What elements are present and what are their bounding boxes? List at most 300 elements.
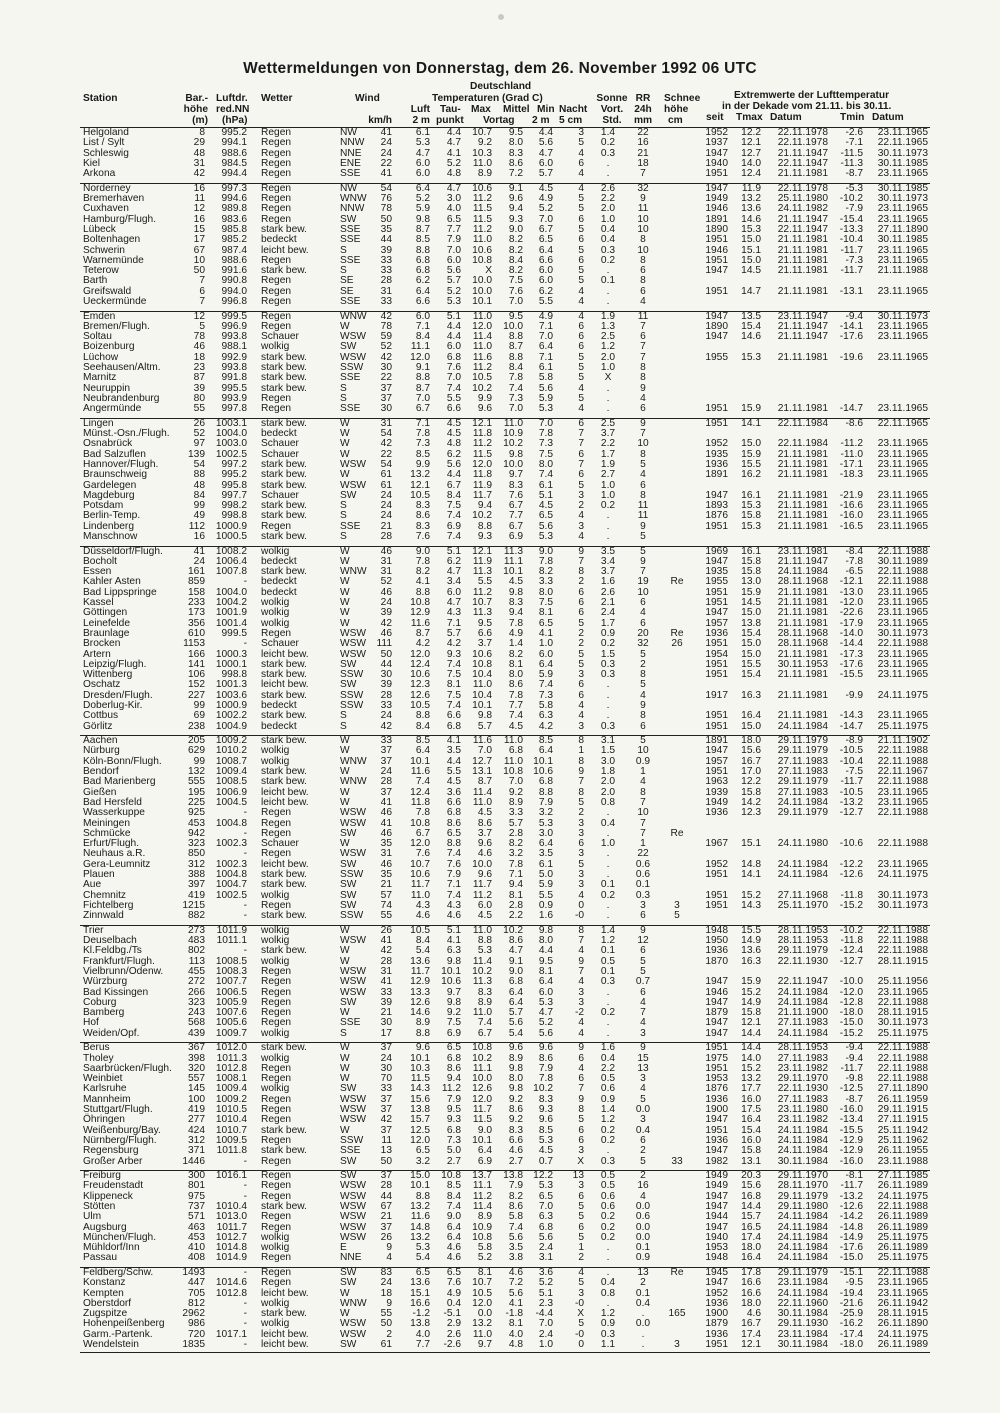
cell-barhoehe: 483 xyxy=(188,935,205,946)
cell-luft: 12.9 xyxy=(410,976,430,988)
cell-max: 10.6 xyxy=(472,244,492,256)
cell-tmax: 12.3 xyxy=(741,807,761,819)
cell-nacht: 6 xyxy=(578,838,584,850)
cell-windrichtung: SE xyxy=(340,275,354,287)
cell-mittel: 2.2 xyxy=(508,910,523,922)
cell-datum-min: 24.11.1975 xyxy=(877,1328,928,1340)
cell-rr: 4 xyxy=(640,996,646,1008)
cell-taupunkt: 7.7 xyxy=(446,223,461,235)
cell-windrichtung: W xyxy=(340,438,350,450)
cell-mittel: 7.0 xyxy=(508,296,523,307)
cell-windrichtung: NNE xyxy=(340,147,362,159)
cell-wetter: Schauer xyxy=(261,438,299,450)
cell-wetter: leicht bew. xyxy=(261,1328,309,1340)
cell-windstaerke: 50 xyxy=(380,1318,392,1330)
cell-luftdruck: 1009.4 xyxy=(215,766,247,777)
cell-rr: 9 xyxy=(640,924,646,936)
cell-datum-max: 24.11.1984 xyxy=(777,1134,828,1146)
cell-seit: 1955 xyxy=(705,351,728,363)
cell-wetter: stark bew. xyxy=(261,510,307,522)
cell-datum-min: 23.11.1965 xyxy=(877,500,928,512)
cell-mittel: 8.4 xyxy=(508,254,523,266)
cell-seit: 1936 xyxy=(705,1134,728,1146)
cell-seit: 1951 xyxy=(705,889,728,901)
cell-datum-max: 21.11.1981 xyxy=(777,285,828,297)
cell-taupunkt: 6.4 xyxy=(446,1221,461,1233)
cell-rr: 1 xyxy=(640,838,646,850)
cell-rr: 16 xyxy=(637,137,649,149)
cell-tmin: -17.9 xyxy=(839,617,863,629)
cell-datum-max: 29.11.1979 xyxy=(777,945,828,957)
cell-taupunkt: 7.0 xyxy=(446,244,461,256)
cell-mittel: 8.7 xyxy=(508,341,523,353)
cell-nacht: 5 xyxy=(578,1114,584,1126)
cell-sonne: 0.5 xyxy=(600,1073,616,1085)
cell-datum-min: 30.11.1973 xyxy=(877,310,928,322)
cell-nacht: 9 xyxy=(578,955,584,967)
cell-sonne: 1.0 xyxy=(600,479,616,491)
cell-min: 5.3 xyxy=(538,531,553,542)
cell-datum-min: 23.11.1965 xyxy=(877,331,928,343)
cell-nacht: -0 xyxy=(574,1328,584,1340)
cell-taupunkt: 7.5 xyxy=(446,689,461,701)
cell-nacht: 6 xyxy=(578,1073,584,1085)
cell-tmax: 15.5 xyxy=(741,458,761,470)
cell-windrichtung: WSW xyxy=(340,1200,367,1212)
cell-windstaerke: 78 xyxy=(380,320,392,332)
cell-windstaerke: 28 xyxy=(380,1180,392,1192)
cell-barhoehe: 882 xyxy=(188,910,205,922)
cell-luft: 10.3 xyxy=(410,1062,430,1074)
cell-taupunkt: 5.3 xyxy=(446,296,461,307)
cell-min: 5.3 xyxy=(538,403,553,415)
cell-barhoehe: 277 xyxy=(188,1114,205,1126)
cell-datum-min: 30.11.1989 xyxy=(877,555,928,567)
cell-datum-max: 21.11.1947 xyxy=(777,555,828,567)
cell-luft: 8.4 xyxy=(415,935,430,946)
cell-max: 10.2 xyxy=(472,1052,492,1064)
cell-schnee: 33 xyxy=(671,1155,683,1167)
cell-station: Klippeneck xyxy=(83,1190,133,1202)
cell-datum-max: 28.11.1968 xyxy=(777,576,828,588)
cell-nacht: 5 xyxy=(578,617,584,629)
cell-seit: 1947 xyxy=(705,555,728,567)
cell-rr: 9 xyxy=(640,417,646,429)
cell-sonne: 0.2 xyxy=(600,1007,616,1019)
cell-taupunkt: 6.2 xyxy=(446,555,461,567)
cell-nacht: 6 xyxy=(578,157,584,169)
cell-station: Trier xyxy=(83,924,104,936)
cell-luft: 8.8 xyxy=(415,710,430,722)
cell-datum-max: 22.11.1930 xyxy=(777,1083,828,1095)
cell-mittel: 7.9 xyxy=(508,1180,523,1192)
cell-wetter: wolkig xyxy=(261,1052,290,1064)
cell-windrichtung: WNW xyxy=(340,1297,367,1309)
cell-luft: 8.8 xyxy=(415,372,430,384)
cell-luft: 7.4 xyxy=(415,776,430,788)
cell-datum-min: 28.11.1915 xyxy=(877,1007,928,1019)
cell-seit: 1951 xyxy=(705,710,728,722)
header-wind: Wind xyxy=(355,93,380,104)
header-nacht-5cm: 5 cm xyxy=(559,115,583,126)
cell-tmin: -8.1 xyxy=(845,1170,863,1181)
cell-sonne: 3.4 xyxy=(600,555,616,567)
cell-windstaerke: 37 xyxy=(380,1093,392,1105)
cell-datum-max: 24.11.1984 xyxy=(777,869,828,880)
cell-station: Weinbiet xyxy=(83,1073,123,1085)
cell-barhoehe: 419 xyxy=(188,889,205,901)
cell-nacht: 6 xyxy=(578,1052,584,1064)
cell-tmax: 18.0 xyxy=(741,1297,761,1309)
cell-nacht: 3 xyxy=(578,996,584,1008)
cell-sonne: 0.2 xyxy=(600,254,616,266)
cell-max: 11.2 xyxy=(472,889,492,901)
cell-max: 11.3 xyxy=(472,566,492,578)
cell-datum-max: 24.11.1984 xyxy=(777,1027,828,1039)
cell-luft: 13.6 xyxy=(410,1277,430,1289)
cell-barhoehe: 925 xyxy=(188,807,205,819)
header-nacht: Nacht xyxy=(559,104,588,115)
cell-seit: 1957 xyxy=(705,755,728,767)
cell-rr: 0.4 xyxy=(635,1297,651,1309)
cell-station: Magdeburg xyxy=(83,489,135,501)
cell-station: Soltau xyxy=(83,331,112,343)
cell-max: 11.2 xyxy=(472,438,492,450)
cell-windstaerke: 33 xyxy=(380,986,392,998)
cell-windstaerke: 52 xyxy=(380,576,392,588)
cell-datum-max: 24.11.1984 xyxy=(777,1231,828,1243)
cell-taupunkt: 9.0 xyxy=(446,1211,461,1223)
cell-windstaerke: 24 xyxy=(380,1052,392,1064)
cell-tmin: -7.3 xyxy=(845,254,863,266)
cell-station: Bremerhaven xyxy=(83,193,145,204)
cell-wetter: Regen xyxy=(261,147,292,159)
cell-wetter: Regen xyxy=(261,403,292,415)
cell-max: 11.0 xyxy=(472,310,492,322)
cell-max: 11.4 xyxy=(472,955,492,967)
cell-windstaerke: 13 xyxy=(380,1145,392,1157)
cell-nacht: 3 xyxy=(578,127,584,138)
cell-sonne: 2.5 xyxy=(600,331,616,343)
cell-tmin: -12.9 xyxy=(839,1134,863,1146)
cell-sonne: 2.0 xyxy=(600,786,616,798)
cell-windstaerke: 4 xyxy=(386,1252,392,1264)
table-row xyxy=(0,1340,1000,1350)
cell-luftdruck: 998.8 xyxy=(221,510,247,522)
cell-tmin: -10.5 xyxy=(839,786,863,798)
header-luftdruck-3: (hPa) xyxy=(222,115,248,126)
cell-sonne: 0.1 xyxy=(600,965,616,977)
cell-rr: 4 xyxy=(640,1190,646,1202)
cell-taupunkt: 7.1 xyxy=(446,879,461,891)
cell-windstaerke: 41 xyxy=(380,935,392,946)
cell-taupunkt: 4.4 xyxy=(446,320,461,332)
cell-tmin: -14.0 xyxy=(839,627,863,639)
cell-seit: 1951 xyxy=(705,766,728,777)
cell-station: Barth xyxy=(83,275,108,287)
cell-luft: 8.8 xyxy=(415,586,430,598)
cell-luft: 10.7 xyxy=(410,858,430,870)
cell-datum-max: 22.11.1978 xyxy=(777,127,828,138)
cell-luftdruck: - xyxy=(243,1318,247,1330)
cell-station: Lübeck xyxy=(83,223,116,235)
cell-mittel: 6.4 xyxy=(508,986,523,998)
cell-min: 3.2 xyxy=(538,807,553,819)
cell-luftdruck: 1007.6 xyxy=(215,1007,247,1019)
cell-nacht: 9 xyxy=(578,766,584,777)
cell-sonne: . xyxy=(606,296,610,307)
cell-seit: 1951 xyxy=(705,1124,728,1136)
cell-sonne: 0.3 xyxy=(600,976,616,988)
cell-mittel: 8.0 xyxy=(508,137,523,149)
cell-barhoehe: 312 xyxy=(188,1134,205,1146)
cell-tmin: -11.2 xyxy=(840,438,863,450)
cell-rr: 7 xyxy=(640,341,646,353)
cell-taupunkt: 5.1 xyxy=(446,310,461,322)
cell-windstaerke: 28 xyxy=(380,776,392,788)
cell-datum-max: 23.11.1984 xyxy=(777,1328,828,1340)
header-schnee-hoehe: höhe xyxy=(664,104,689,115)
cell-luftdruck: 1004.9 xyxy=(215,720,247,732)
cell-tmax: 15.8 xyxy=(741,1145,761,1157)
cell-tmax: 16.6 xyxy=(741,1277,761,1289)
header-schnee: Schnee xyxy=(664,93,701,104)
header-datum-max: Datum xyxy=(770,112,802,123)
cell-schnee: 3 xyxy=(674,899,680,911)
cell-mittel: 11.3 xyxy=(503,545,523,557)
cell-wetter: Regen xyxy=(261,1073,292,1085)
cell-luft: 7.3 xyxy=(415,438,430,450)
cell-datum-max: 30.11.1984 xyxy=(777,1339,828,1350)
cell-mittel: 10.0 xyxy=(503,458,523,470)
cell-rr: 10 xyxy=(637,223,649,235)
cell-sonne: 0.3 xyxy=(600,1328,616,1340)
cell-nacht: 7 xyxy=(578,555,584,567)
cell-windstaerke: 54 xyxy=(380,458,392,470)
cell-mittel: 4.8 xyxy=(508,1339,523,1350)
cell-datum-min: 29.11.1915 xyxy=(877,1104,928,1115)
cell-datum-max: 27.11.1983 xyxy=(777,1052,828,1064)
cell-rr: 6 xyxy=(640,285,646,297)
cell-windstaerke: 24 xyxy=(380,766,392,777)
cell-luftdruck: 1005.6 xyxy=(215,1017,247,1029)
cell-tmin: -12.1 xyxy=(839,576,863,588)
cell-windrichtung: SSW xyxy=(340,869,364,880)
cell-wetter: bedeckt xyxy=(261,428,297,439)
cell-nacht: 2 xyxy=(578,576,584,588)
cell-wetter: stark bew. xyxy=(261,1200,307,1212)
cell-luftdruck: 997.3 xyxy=(221,182,247,194)
cell-station: Kahler Asten xyxy=(83,576,141,588)
cell-station: Greifswald xyxy=(83,285,132,297)
cell-seit: 1939 xyxy=(705,786,728,798)
cell-windrichtung: WNW xyxy=(340,566,367,578)
cell-wetter: stark bew. xyxy=(261,469,307,481)
cell-taupunkt: 6.0 xyxy=(446,586,461,598)
cell-mittel: 9.0 xyxy=(508,223,523,235)
cell-min: 6.6 xyxy=(538,254,553,266)
cell-nacht: 7 xyxy=(578,438,584,450)
cell-windrichtung: SSW xyxy=(340,910,364,922)
cell-datum-max: 24.11.1984 xyxy=(777,996,828,1008)
cell-rr: 4 xyxy=(640,469,646,481)
cell-sonne: 0.4 xyxy=(600,1277,616,1289)
cell-datum-min: 23.11.1965 xyxy=(877,351,928,363)
cell-mittel: 7.6 xyxy=(508,489,523,501)
cell-seit: 1951 xyxy=(705,254,728,266)
cell-luftdruck: 1014.6 xyxy=(215,1277,247,1289)
cell-luft: 13.3 xyxy=(410,986,430,998)
cell-nacht: 8 xyxy=(578,755,584,767)
cell-wetter: wolkig xyxy=(261,545,290,557)
cell-tmin: -22.6 xyxy=(839,607,863,619)
cell-windstaerke: 24 xyxy=(380,489,392,501)
cell-max: 11.2 xyxy=(472,223,492,235)
cell-nacht: 3 xyxy=(578,489,584,501)
cell-barhoehe: 243 xyxy=(188,1007,205,1019)
cell-nacht: 1 xyxy=(578,1242,584,1254)
cell-nacht: 5 xyxy=(578,1211,584,1223)
cell-mittel: 9.3 xyxy=(508,213,523,225)
cell-station: Manschnow xyxy=(83,531,138,542)
cell-station: Bad Lippspringe xyxy=(83,586,157,598)
cell-windstaerke: 41 xyxy=(380,817,392,829)
cell-luftdruck: 1008.7 xyxy=(215,755,247,767)
cell-barhoehe: 80 xyxy=(193,392,205,404)
cell-mittel: -1.8 xyxy=(505,1308,523,1320)
cell-tmax: 14.5 xyxy=(741,597,761,608)
cell-datum-min: 26.11.1989 xyxy=(877,1180,928,1192)
cell-datum-max: 21.11.1981 xyxy=(777,617,828,629)
cell-station: Saarbrücken/Flugh. xyxy=(83,1062,172,1074)
cell-tmax: 15.5 xyxy=(741,924,761,936)
cell-datum-min: 22.11.1988 xyxy=(877,1266,928,1278)
cell-luft: 6.8 xyxy=(415,265,430,277)
cell-barhoehe: 323 xyxy=(188,838,205,850)
cell-wetter: leicht bew. xyxy=(261,244,309,256)
cell-station: Braunschweig xyxy=(83,469,147,481)
header-min: Min xyxy=(537,104,555,115)
cell-windrichtung: SSE xyxy=(340,254,361,266)
cell-tmin: -10.0 xyxy=(839,976,863,988)
cell-luft: 12.5 xyxy=(410,1124,430,1136)
cell-mittel: 3.2 xyxy=(508,848,523,860)
cell-min: 5.3 xyxy=(538,1134,553,1146)
cell-luftdruck: 1010.4 xyxy=(215,1200,247,1212)
cell-sonne: . xyxy=(606,858,610,870)
header-seit: seit xyxy=(706,112,724,123)
cell-windstaerke: 30 xyxy=(380,403,392,415)
table-row xyxy=(0,332,1000,342)
cell-luftdruck: 984.5 xyxy=(221,157,247,169)
cell-windstaerke: 9 xyxy=(386,1242,392,1254)
cell-tmax: 14.4 xyxy=(741,1042,761,1054)
cell-rr: 18 xyxy=(637,157,649,169)
cell-datum-min: 23.11.1965 xyxy=(877,489,928,501)
cell-barhoehe: 557 xyxy=(188,1073,205,1085)
cell-datum-min: 22.11.1988 xyxy=(877,1073,928,1085)
cell-sonne: . xyxy=(606,1266,610,1278)
cell-taupunkt: 8.5 xyxy=(446,1180,461,1192)
cell-station: Stötten xyxy=(83,1200,116,1212)
cell-min: 7.8 xyxy=(538,555,553,567)
cell-windrichtung: WSW xyxy=(340,986,367,998)
cell-max: 11.7 xyxy=(472,879,492,891)
cell-seit: 1947 xyxy=(705,1027,728,1039)
cell-datum-max: 21.11.1981 xyxy=(777,689,828,701)
cell-luftdruck: 1002.3 xyxy=(215,838,247,850)
cell-tmax: 14.9 xyxy=(741,996,761,1008)
cell-nacht: 5 xyxy=(578,244,584,256)
cell-rr: 2 xyxy=(640,1145,646,1157)
cell-barhoehe: 17 xyxy=(193,234,205,246)
cell-sonne: 2.0 xyxy=(600,351,616,363)
cell-datum-max: 30.11.1984 xyxy=(777,1308,828,1320)
cell-mittel: 4.7 xyxy=(508,945,523,957)
cell-seit: 1936 xyxy=(705,945,728,957)
cell-station: Cuxhaven xyxy=(83,203,129,215)
cell-station: Potsdam xyxy=(83,500,124,512)
cell-station: Nürburg xyxy=(83,745,120,757)
cell-taupunkt: 2.9 xyxy=(446,1318,461,1330)
cell-datum-min: 23.11.1965 xyxy=(877,669,928,681)
cell-datum-max: 21.11.1981 xyxy=(777,265,828,277)
cell-sonne: 2.0 xyxy=(600,776,616,788)
cell-windrichtung: WSW xyxy=(340,1114,367,1126)
cell-tmin: -13.2 xyxy=(839,1190,863,1202)
cell-windrichtung: W xyxy=(340,417,350,429)
cell-seit: 1952 xyxy=(705,858,728,870)
cell-datum-min: 26.11.1959 xyxy=(877,1093,928,1105)
cell-wetter: Regen xyxy=(261,127,292,138)
cell-luftdruck: 1017.1 xyxy=(215,1328,247,1340)
cell-taupunkt: 5.6 xyxy=(446,265,461,277)
cell-min: 4.9 xyxy=(538,193,553,204)
cell-rr: 6 xyxy=(640,720,646,732)
cell-min: 9.5 xyxy=(538,955,553,967)
cell-datum-min: 21.11.1902 xyxy=(877,735,928,747)
cell-windstaerke: 31 xyxy=(380,417,392,429)
cell-wetter: stark bew. xyxy=(261,710,307,722)
cell-rr: 3 xyxy=(640,899,646,911)
cell-barhoehe: 7 xyxy=(199,296,205,307)
cell-luft: 8.9 xyxy=(415,1017,430,1029)
cell-datum-min: 27.11.1890 xyxy=(877,1083,928,1095)
cell-windrichtung: W xyxy=(340,1052,350,1064)
cell-sonne: 3.1 xyxy=(600,735,616,747)
cell-min: 3.0 xyxy=(538,827,553,839)
cell-tmax: 13.6 xyxy=(741,203,761,215)
cell-datum-min: 22.11.1988 xyxy=(877,1200,928,1212)
cell-wetter: Schauer xyxy=(261,638,299,650)
cell-windrichtung: W xyxy=(340,555,350,567)
cell-min: 7.8 xyxy=(538,1073,553,1085)
cell-sonne: . xyxy=(606,910,610,922)
cell-barhoehe: 410 xyxy=(188,1242,205,1254)
cell-taupunkt: 8.6 xyxy=(446,817,461,829)
cell-seit: 1951 xyxy=(705,869,728,880)
cell-rr: 1 xyxy=(640,766,646,777)
cell-mittel: 2.7 xyxy=(508,1155,523,1167)
cell-mittel: 10.0 xyxy=(503,320,523,332)
cell-windstaerke: 41 xyxy=(380,976,392,988)
cell-rr: 7 xyxy=(640,168,646,180)
cell-sonne: . xyxy=(606,827,610,839)
cell-datum-min: 23.11.1965 xyxy=(877,510,928,522)
cell-luft: 9.1 xyxy=(415,362,430,373)
cell-tmin: -17.6 xyxy=(839,331,863,343)
cell-taupunkt: 3.6 xyxy=(446,786,461,798)
